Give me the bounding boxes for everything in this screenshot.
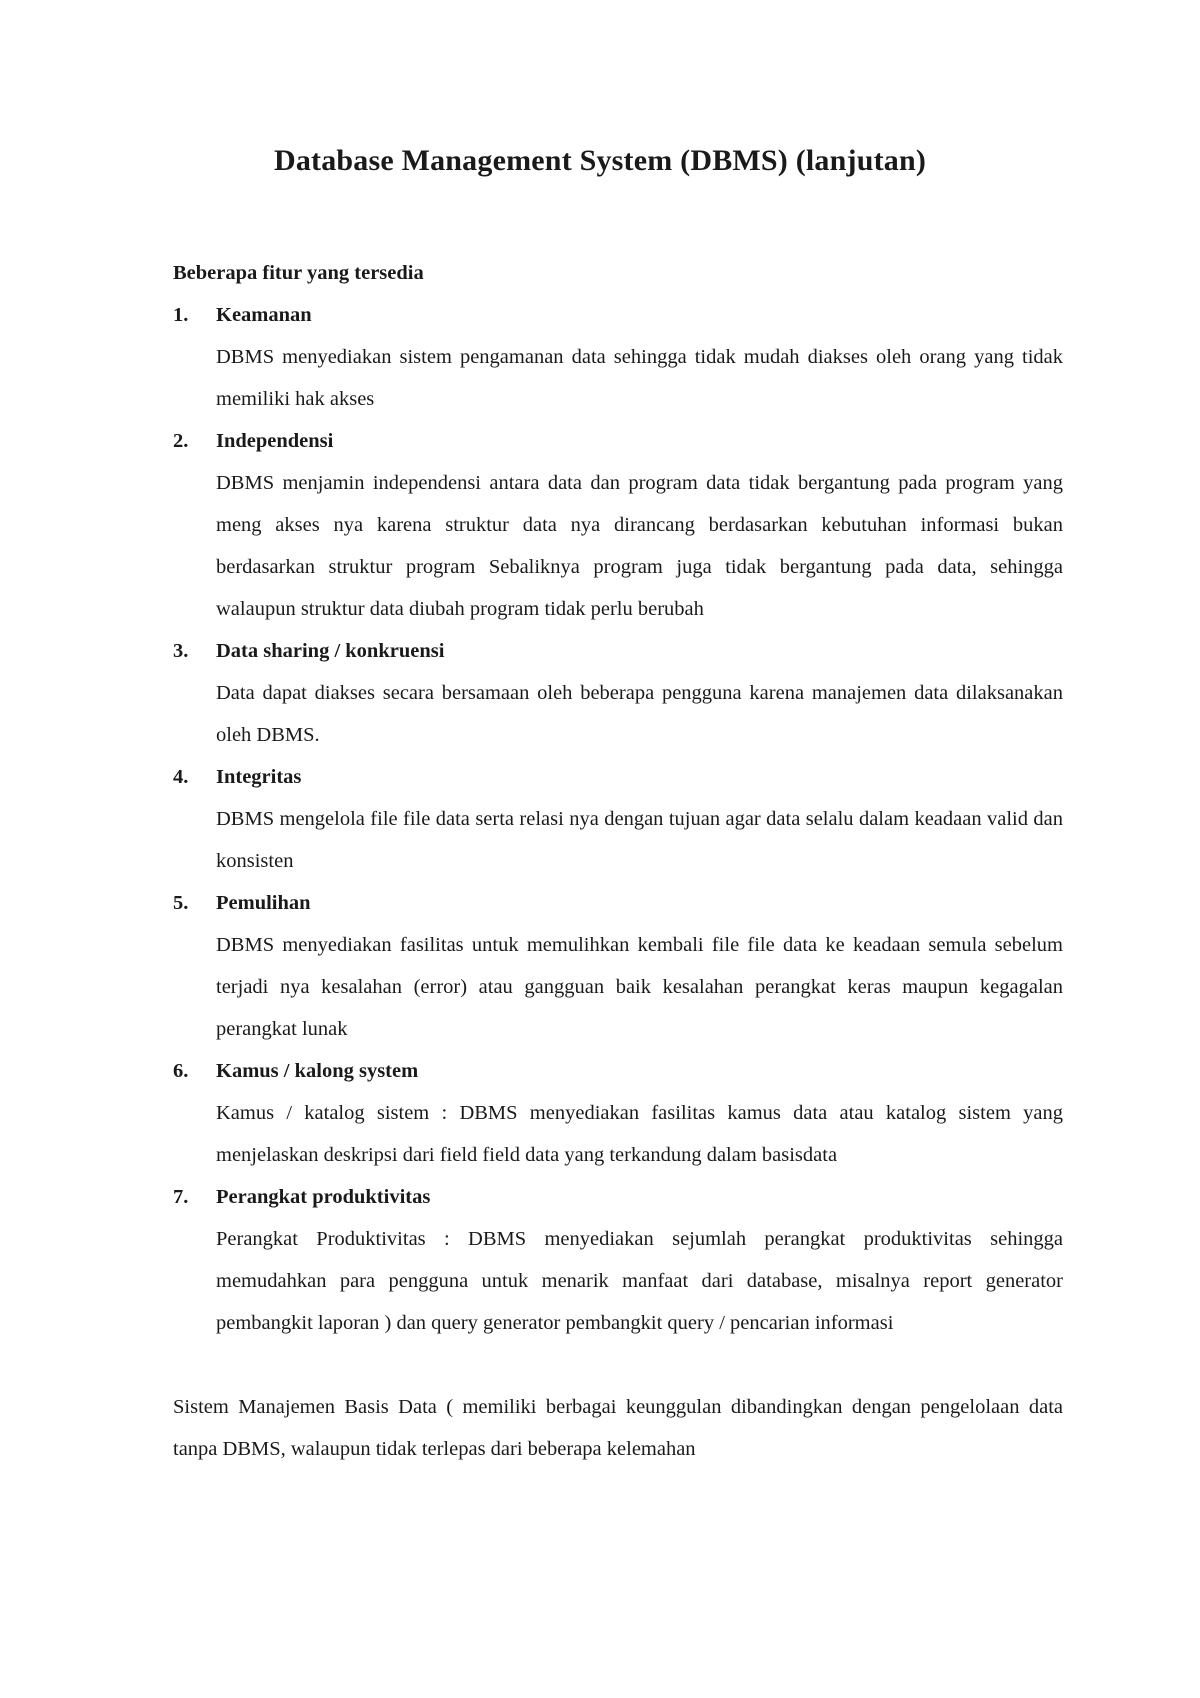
feature-list xyxy=(173,294,1063,1344)
list-item xyxy=(173,1176,1063,1344)
list-item xyxy=(173,756,1063,882)
page-title: Database Management System (DBMS) (lanjutan) xyxy=(273,144,927,177)
list-item xyxy=(173,1050,1063,1176)
list-item-title: Data sharing / konkruensi xyxy=(216,640,445,662)
list-item-description: Kamus / katalog sistem : DBMS menyediakan fasilitas kamus data atau katalog sistem yang menjelaskan deskripsi dari field field data yang terkandung dalam basisdata xyxy=(216,1102,1063,1166)
list-item-description: DBMS mengelola file file data serta relasi nya dengan tujuan agar data selalu dalam keadaan valid dan konsisten xyxy=(216,808,1063,872)
list-item-title: Kamus / kalong system xyxy=(216,1060,419,1082)
list-item-title: Independensi xyxy=(216,430,334,452)
list-item-description: DBMS menyediakan fasilitas untuk memulihkan kembali file file data ke keadaan semula sebelum terjadi nya kesalahan (error) atau gangguan baik kesalahan perangkat keras maupun kegagalan perangkat lunak xyxy=(216,934,1063,1040)
list-item-title: Pemulihan xyxy=(216,892,311,914)
list-item-number: 2. xyxy=(173,430,189,452)
list-item-description: DBMS menyediakan sistem pengamanan data sehingga tidak mudah diakses oleh orang yang tidak memiliki hak akses xyxy=(216,346,1063,410)
list-item-title: Perangkat produktivitas xyxy=(216,1186,431,1208)
list-item xyxy=(173,294,1063,420)
list-item-description: Perangkat Produktivitas : DBMS menyediakan sejumlah perangkat produktivitas sehingga memudahkan para pengguna untuk menarik manfaat dari database, misalnya report generator pembangkit laporan ) dan query generator pembangkit query / pencarian informasi xyxy=(216,1228,1063,1334)
list-item-number: 3. xyxy=(173,640,189,662)
list-item xyxy=(173,882,1063,1050)
document-body xyxy=(173,252,1063,1470)
section-subheading: Beberapa fitur yang tersedia xyxy=(173,262,424,284)
list-item-number: 5. xyxy=(173,892,189,914)
list-item-description: Data dapat diakses secara bersamaan oleh beberapa pengguna karena manajemen data dilaksanakan oleh DBMS. xyxy=(216,682,1063,746)
list-item-number: 6. xyxy=(173,1060,189,1082)
list-item-number: 4. xyxy=(173,766,189,788)
list-item-number: 1. xyxy=(173,304,189,326)
list-item xyxy=(173,630,1063,756)
closing-paragraph: Sistem Manajemen Basis Data ( memiliki berbagai keunggulan dibandingkan dengan pengelolaan data tanpa DBMS, walaupun tidak terlepas dari beberapa kelemahan xyxy=(173,1396,1063,1460)
list-item-number: 7. xyxy=(173,1186,189,1208)
list-item xyxy=(173,420,1063,630)
list-item-title: Integritas xyxy=(216,766,302,788)
list-item-description: DBMS menjamin independensi antara data dan program data tidak bergantung pada program yang meng akses nya karena struktur data nya dirancang berdasarkan kebutuhan informasi bukan berdasarkan struktur program Sebaliknya program juga tidak bergantung pada data, sehingga walaupun struktur data diubah program tidak perlu berubah xyxy=(216,472,1063,620)
list-item-title: Keamanan xyxy=(216,304,312,326)
